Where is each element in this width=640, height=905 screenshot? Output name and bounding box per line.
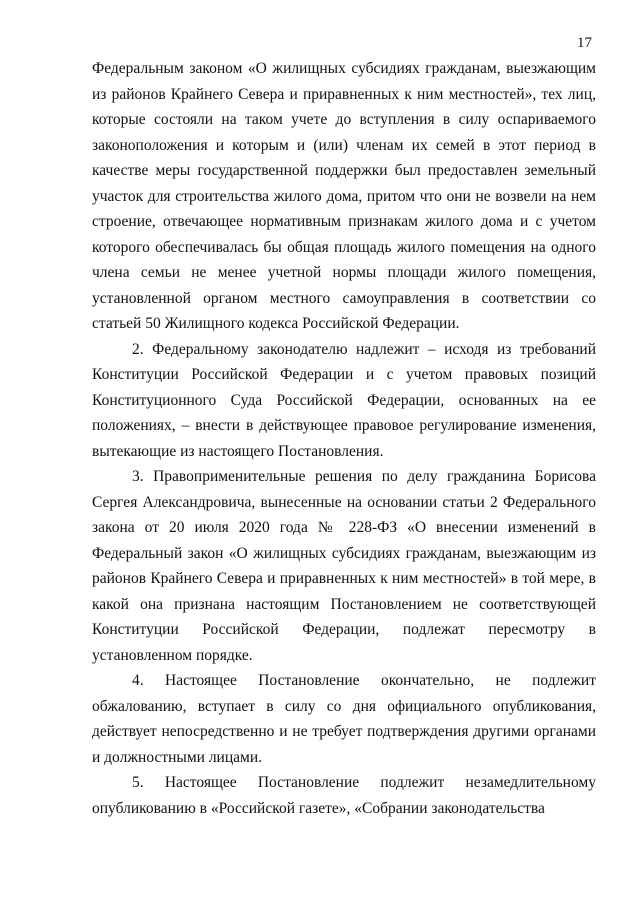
paragraph-item-2: 2. Федеральному законодателю надлежит – исходя из требований Конституции Российской Федерации и с учетом правовых позиций Конституционного Суда Российской Федерации, основанных на ее положениях, – внести в действующее правовое регулирование изменения, вытекающие из настоящего Постановления. xyxy=(92,340,596,460)
page-number: 17 xyxy=(577,35,592,51)
paragraph-item-5: 5. Настоящее Постановление подлежит незамедлительному опубликованию в «Российской газете», «Собрании законодательства xyxy=(92,774,596,817)
paragraph-continuation: Федеральным законом «О жилищных субсидиях гражданам, выезжающим из районов Крайнего Севера и приравненных к ним местностей», тех лиц, которые состояли на таком учете до вступления в силу оспариваемого законоположения и которым и (или) членам их семей в этот период в качестве меры государственной поддержки был предоставлен земельный участок для строительства жилого дома, притом что они не возвели на нем строение, отвечающее нормативным признакам жилого дома и с учетом которого обеспечивалась бы общая площадь жилого помещения на одного члена семьи не менее учетной нормы площади жилого помещения, установленной органом местного самоуправления в соответствии со статьей 50 Жилищного кодекса Российской Федерации. xyxy=(92,60,596,332)
paragraph-item-3: 3. Правоприменительные решения по делу гражданина Борисова Сергея Александровича, вынесенные на основании статьи 2 Федерального закона от 20 июля 2020 года № 228-ФЗ «О внесении изменений в Федеральный закон «О жилищных субсидиях гражданам, выезжающим из районов Крайнего Севера и приравненных к ним местностей» в той мере, в какой она признана настоящим Постановлением не соответствующей Конституции Российской Федерации, подлежат пересмотру в установленном порядке. xyxy=(92,468,596,664)
document-body xyxy=(92,56,596,821)
paragraph-item-4: 4. Настоящее Постановление окончательно, не подлежит обжалованию, вступает в силу со дня официального опубликования, действует непосредственно и не требует подтверждения другими органами и должностными лицами. xyxy=(92,672,596,766)
